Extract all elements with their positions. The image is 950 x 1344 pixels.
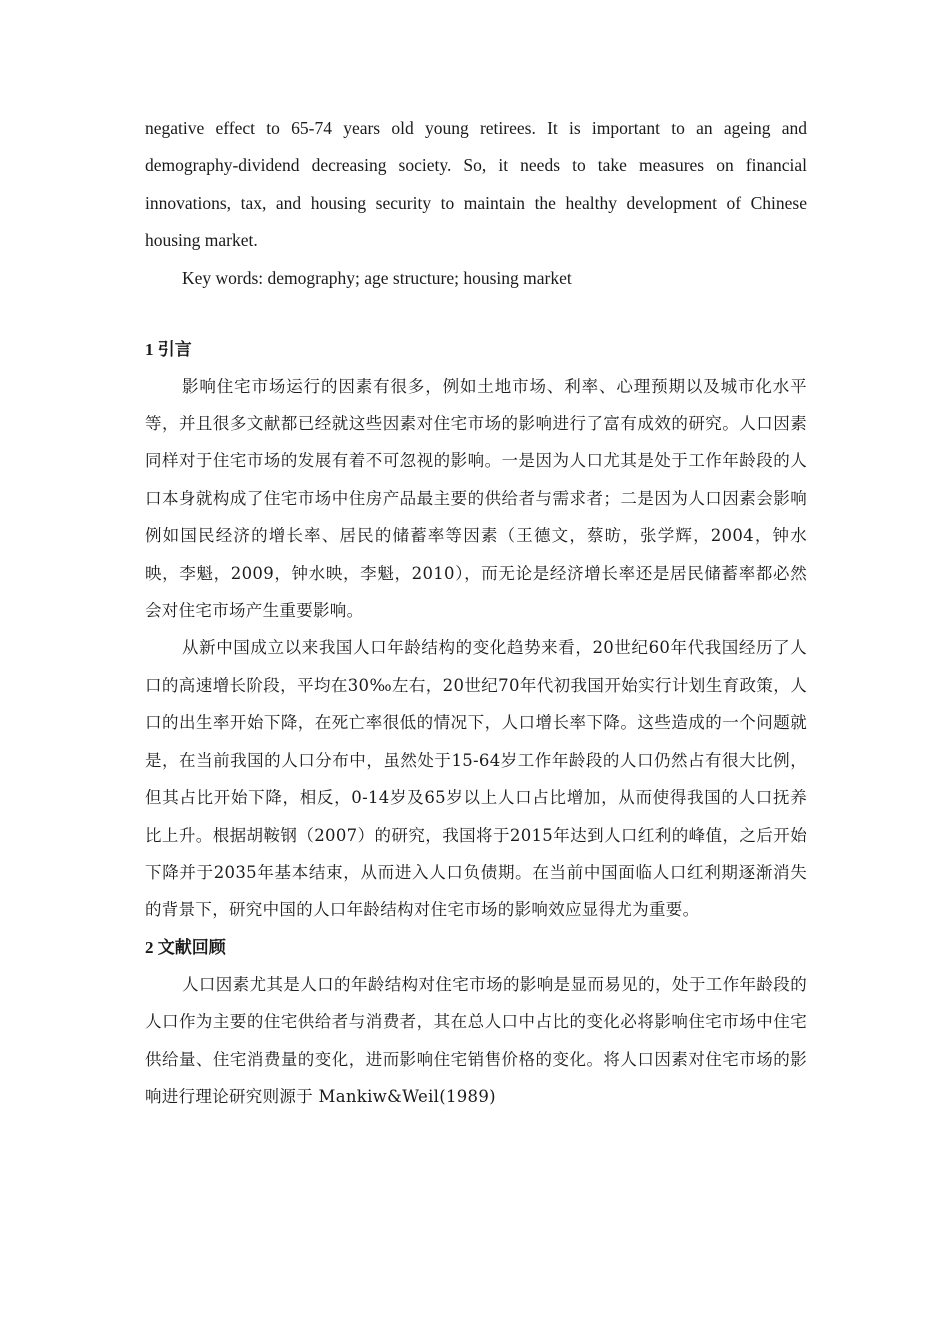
- section-2-paragraph-1: 人口因素尤其是人口的年龄结构对住宅市场的影响是显而易见的，处于工作年龄段的人口作为主要的住宅供给者与消费者，其在总人口中占比的变化必将影响住宅市场中住宅供给量、住宅消费量的变化，进而影响住宅销售价格的变化。将人口因素对住宅市场的影响进行理论研究则源于 Mankiw&Weil(1989): [145, 974, 807, 1106]
- section-1-heading: 1 引言: [145, 339, 192, 359]
- keywords-line: Key words: demography; age structure; housing market: [182, 267, 572, 288]
- section-1-paragraph-1: 影响住宅市场运行的因素有很多，例如土地市场、利率、心理预期以及城市化水平等，并且很多文献都已经就这些因素对住宅市场的影响进行了富有成效的研究。人口因素同样对于住宅市场的发展有着不可忽视的影响。一是因为人口尤其是处于工作年龄段的人口本身就构成了住宅市场中住房产品最主要的供给者与需求者；二是因为人口因素会影响例如国民经济的增长率、居民的储蓄率等因素（王德文，蔡昉，张学辉，2004，钟水映，李魁，2009，钟水映，李魁，2010），而无论是经济增长率还是居民储蓄率都必然会对住宅市场产生重要影响。: [145, 376, 807, 621]
- paper-page: [145, 110, 807, 1115]
- abstract-continuation: negative effect to 65-74 years old young retirees. It is important to an ageing and demography-dividend decreasing society. So, it needs to take measures on financial innovations, tax, and housing security to maintain the healthy development of Chinese housing market.: [145, 118, 807, 251]
- section-2-heading: 2 文献回顾: [145, 937, 226, 957]
- section-1-paragraph-2: 从新中国成立以来我国人口年龄结构的变化趋势来看，20世纪60年代我国经历了人口的高速增长阶段，平均在30‰左右，20世纪70年代初我国开始实行计划生育政策，人口的出生率开始下降，在死亡率很低的情况下，人口增长率下降。这些造成的一个问题就是，在当前我国的人口分布中，虽然处于15-64岁工作年龄段的人口仍然占有很大比例，但其占比开始下降，相反，0-14岁及65岁以上人口占比增加，从而使得我国的人口抚养比上升。根据胡鞍钢（2007）的研究，我国将于2015年达到人口红利的峰值，之后开始下降并于2035年基本结束，从而进入人口负债期。在当前中国面临人口红利期逐渐消失的背景下，研究中国的人口年龄结构对住宅市场的影响效应显得尤为重要。: [145, 638, 807, 920]
